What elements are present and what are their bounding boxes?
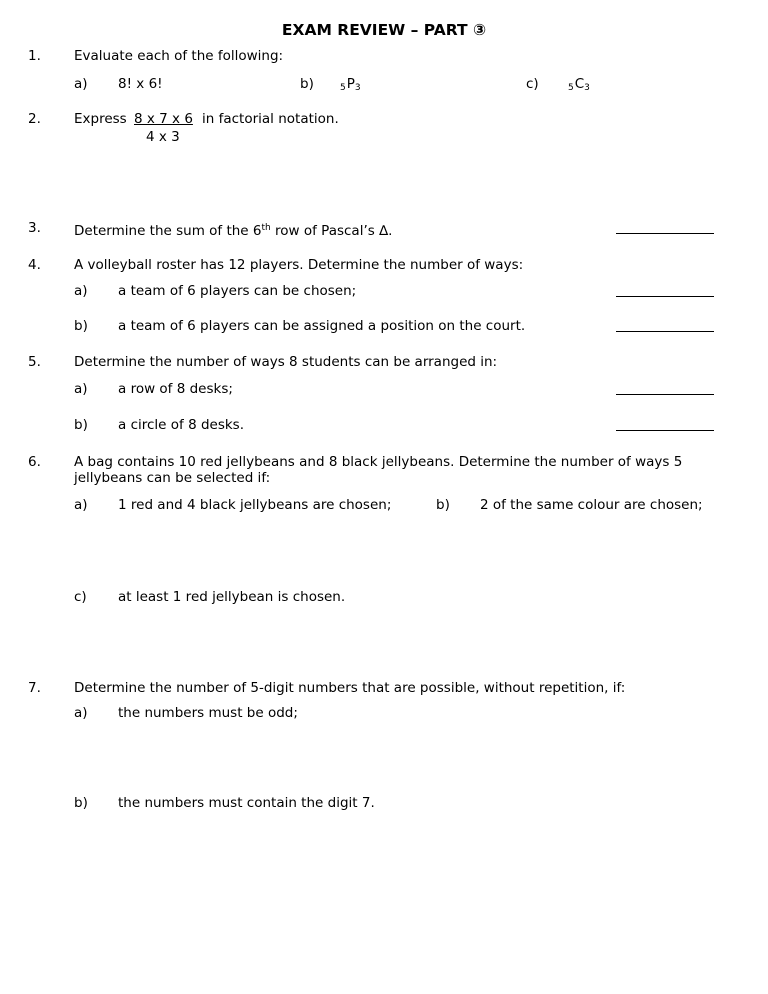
q4-text: A volleyball roster has 12 players. Determine the number of ways:: [74, 257, 524, 273]
q6-a-text: 1 red and 4 black jellybeans are chosen;: [118, 497, 392, 513]
q2-number: 2.: [28, 111, 41, 127]
q4-a-text: a team of 6 players can be chosen;: [118, 283, 357, 299]
q2-denominator: 4 x 3: [146, 129, 180, 145]
q5-b-text: a circle of 8 desks.: [118, 417, 244, 433]
q1-b-sub-n: 5: [340, 83, 346, 93]
q1-c-sub-n: 5: [568, 83, 574, 93]
q2-numerator: 8 x 7 x 6: [134, 111, 193, 127]
q4-number: 4.: [28, 257, 41, 273]
q7-number: 7.: [28, 680, 41, 696]
q7-a-text: the numbers must be odd;: [118, 705, 298, 721]
q4-b-text: a team of 6 players can be assigned a position on the court.: [118, 318, 526, 334]
q5-b-label: b): [74, 417, 88, 433]
q1-text: Evaluate each of the following:: [74, 48, 284, 64]
q1-c-main: C: [574, 76, 585, 92]
q3-text-b: row of Pascal’s ∆.: [275, 223, 393, 239]
q7-a-label: a): [74, 705, 88, 721]
q1-c-label: c): [526, 76, 539, 92]
q6-b-label: b): [436, 497, 450, 513]
q4-a-answer-line[interactable]: [616, 296, 714, 297]
q7-text: Determine the number of 5-digit numbers that are possible, without repetition, if:: [74, 680, 626, 696]
q1-b-expression: [340, 76, 362, 96]
q5-a-answer-line[interactable]: [616, 394, 714, 395]
page-title: [0, 22, 768, 38]
q7-b-text: the numbers must contain the digit 7.: [118, 795, 375, 811]
q1-b-main: P: [346, 76, 355, 92]
q4-b-answer-line[interactable]: [616, 331, 714, 332]
q3-sup: th: [261, 223, 271, 233]
q5-a-label: a): [74, 381, 88, 397]
q4-a-label: a): [74, 283, 88, 299]
q1-number: 1.: [28, 48, 41, 64]
q3-text: [74, 220, 392, 239]
q6-b-text: 2 of the same colour are chosen;: [480, 497, 703, 513]
q4-b-label: b): [74, 318, 88, 334]
q1-c-sub-r: 3: [584, 83, 590, 93]
q6-text: A bag contains 10 red jellybeans and 8 black jellybeans. Determine the number of ways 5 jellybeans can be selected if:: [74, 454, 683, 486]
title-text: EXAM REVIEW – PART: [281, 21, 468, 39]
q7-b-label: b): [74, 795, 88, 811]
q5-b-answer-line[interactable]: [616, 430, 714, 431]
q3-number: 3.: [28, 220, 41, 236]
q3-answer-line[interactable]: [616, 233, 714, 234]
q1-b-sub-r: 3: [354, 83, 361, 93]
q6-c-text: at least 1 red jellybean is chosen.: [118, 589, 346, 605]
q5-number: 5.: [28, 354, 41, 370]
q1-a-text: 8! x 6!: [118, 76, 163, 92]
part-number-symbol: ③: [472, 21, 487, 39]
q1-c-expression: [568, 76, 591, 96]
q6-number: 6.: [28, 454, 41, 470]
q2-tail: in factorial notation.: [202, 111, 339, 127]
q5-a-text: a row of 8 desks;: [118, 381, 233, 397]
q1-b-label: b): [300, 76, 314, 92]
q1-a-label: a): [74, 76, 88, 92]
q3-text-a: Determine the sum of the 6: [74, 223, 262, 239]
q6-a-label: a): [74, 497, 88, 513]
q6-c-label: c): [74, 589, 87, 605]
q5-text: Determine the number of ways 8 students can be arranged in:: [74, 354, 498, 370]
q2-lead: Express: [74, 111, 127, 127]
